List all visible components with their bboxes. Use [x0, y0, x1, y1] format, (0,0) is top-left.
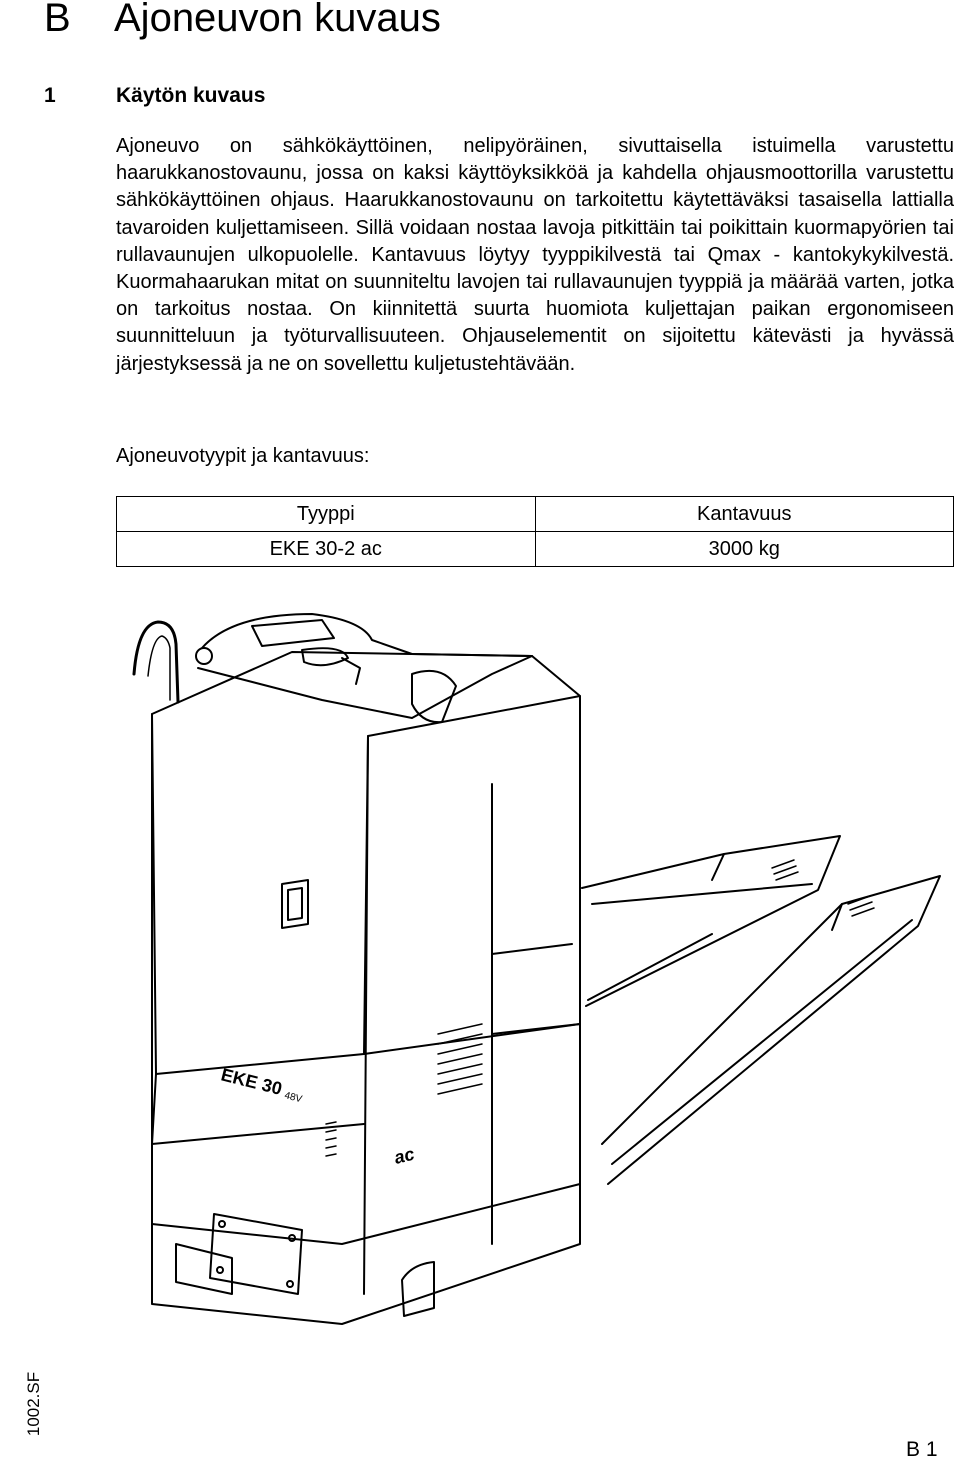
side-document-code: 1002.SF [24, 1371, 43, 1437]
right-fork [602, 876, 940, 1184]
left-fork [582, 836, 840, 1006]
vehicle-types-table [116, 496, 954, 567]
grab-handle [134, 622, 178, 702]
rear-recess [402, 1262, 434, 1316]
chapter-heading [44, 0, 441, 42]
table-header-row [117, 497, 954, 532]
section-heading [44, 82, 265, 110]
page-number: B 1 [906, 1438, 938, 1461]
table-caption: Ajoneuvotyypit ja kantavuus: [116, 445, 370, 467]
ac-logo: ac [392, 1143, 417, 1168]
cell-capacity: 3000 kg [535, 532, 954, 567]
section-number: 1 [44, 84, 56, 107]
pallet-truck-illustration [112, 604, 958, 1350]
cell-type: EKE 30-2 ac [117, 532, 536, 567]
table-row [117, 532, 954, 567]
voltage-label: 48V [283, 1090, 304, 1106]
header-capacity: Kantavuus [535, 497, 954, 532]
model-label: EKE 30 [219, 1064, 285, 1099]
vent-grille [326, 1024, 482, 1156]
chassis [152, 652, 580, 1324]
header-type: Tyyppi [117, 497, 536, 532]
description-paragraph: Ajoneuvo on sähkökäyttöinen, nelipyöräinen, sivuttaisella istuimella varustettu haarukkanostovaunu, jossa on kaksi käyttöyksikköä ja kahdella ohjausmoottorilla varustettu sähkökäyttöinen ohjaus. Haarukkanostovaunu on tarkoitettu käytettäväksi tasaisella lattialla tavaroiden kuljettamiseen. Sillä voidaan nostaa lavoja pitkittäin tai poikittain kuormapyörien tai rullavaunujen ulkopuolelle. Kantavuus löytyy tyyppikilvestä tai Qmax - kantokykykilvestä. Kuormahaarukan mitat on suunniteltu lavojen tai rullavaunujen tyyppiä ja määrää varten, jotka on tarkoitus nostaa. On kiinnitettä suurta huomiota kuljettajan paikan ergonomiseen suunnitteluun ja työturvallisuuteen. Ohjauselementit on sijoitettu kätevästi ja hyvässä järjestyksessä ja ne on sovellettu kuljetustehtävään. [116, 135, 954, 375]
chapter-title: Ajoneuvon kuvaus [114, 0, 441, 40]
chapter-letter: B [44, 0, 71, 40]
fork-marking [772, 860, 874, 916]
section-title: Käytön kuvaus [116, 84, 266, 107]
control-console [196, 614, 532, 722]
connector-plate [282, 880, 308, 928]
